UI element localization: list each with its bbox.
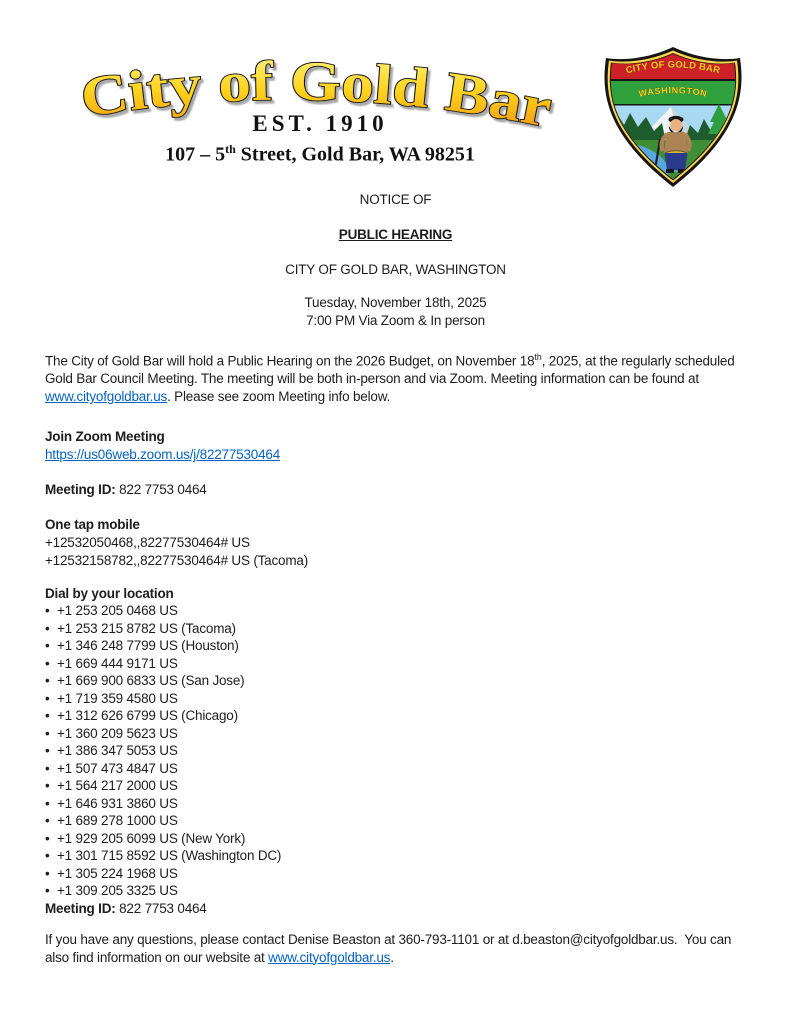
contact-paragraph <box>45 931 746 967</box>
dial-number: +1 346 248 7799 US (Houston) <box>57 638 239 653</box>
dial-number-row <box>45 847 746 865</box>
public-hearing-title: PUBLIC HEARING <box>338 227 453 242</box>
bullet-marker: • <box>45 690 50 706</box>
notice-of-line: NOTICE OF <box>359 192 432 207</box>
text-run: . <box>390 949 394 965</box>
bullet-marker: • <box>45 830 50 846</box>
dial-number: +1 689 278 1000 US <box>57 813 178 828</box>
one-tap-number: +12532050468,,82277530464# US <box>45 535 250 550</box>
established-year: EST. 1910 <box>252 111 388 136</box>
text-run: also find information on our website at <box>45 949 269 965</box>
hearing-date-line: Tuesday, November 18th, 2025 <box>304 295 487 310</box>
dial-number: +1 719 359 4580 US <box>57 690 178 706</box>
dial-number: +1 360 209 5623 US <box>57 725 178 741</box>
bullet-marker: • <box>45 673 50 688</box>
dial-number-row <box>45 620 746 638</box>
superscript: th <box>225 142 236 156</box>
one-tap-number: +12532158782,,82277530464# US (Tacoma) <box>45 553 308 568</box>
zoom-meeting-link[interactable]: https://us06web.zoom.us/j/82277530464 <box>45 447 281 462</box>
dial-number: +1 669 444 9171 US <box>57 655 178 671</box>
bullet-marker: • <box>45 813 50 828</box>
meeting-id-label: Meeting ID: <box>45 482 116 497</box>
dial-number-row <box>45 602 746 620</box>
text-run: Street, Gold Bar, WA 98251 <box>235 143 475 166</box>
meeting-id-line-2 <box>45 900 746 918</box>
bullet-marker: • <box>45 620 50 636</box>
text-run: 107 – 5 <box>165 143 226 166</box>
one-tap-list <box>45 534 746 570</box>
notice-headings <box>45 191 746 331</box>
hyperlink[interactable]: www.cityofgoldbar.us <box>45 389 168 404</box>
dial-number: +1 507 473 4847 US <box>57 760 178 776</box>
dial-number-list <box>45 602 746 900</box>
dial-number: +1 386 347 5053 US <box>57 743 178 758</box>
dial-number-row <box>45 672 746 690</box>
bullet-marker: • <box>45 848 50 863</box>
dial-number: +1 646 931 3860 US <box>57 795 178 811</box>
bullet-marker: • <box>45 883 50 898</box>
text-run: The City of Gold Bar will hold a Public Hearing on the 2026 Budget, on November 18 <box>45 353 535 368</box>
contact-line <box>45 931 746 949</box>
meeting-id-label-2: Meeting ID: <box>45 900 116 916</box>
text-run: If you have any questions, please contact Denise Beaston at 360-793-1101 or at d.beaston@cityofgoldbar.us. You can <box>45 931 732 947</box>
dial-number-row <box>45 760 746 778</box>
text-run: . Please see zoom Meeting info below. <box>167 389 391 404</box>
intro-line <box>45 348 746 371</box>
contact-line <box>45 949 746 967</box>
dial-number-row <box>45 707 746 725</box>
dial-number: +1 305 224 1968 US <box>57 865 178 881</box>
dial-number-row <box>45 777 746 795</box>
bullet-marker: • <box>45 778 50 793</box>
wordmark-text: City of Gold Bar <box>76 50 553 139</box>
bullet-marker: • <box>45 708 50 723</box>
bullet-marker: • <box>45 795 50 811</box>
dial-number: +1 309 205 3325 US <box>57 883 178 898</box>
bullet-marker: • <box>45 638 50 653</box>
zoom-meeting-info <box>45 428 746 918</box>
meeting-id-line <box>45 481 746 499</box>
city-badge-logo <box>598 46 748 188</box>
document-header <box>0 45 791 191</box>
hyperlink[interactable]: www.cityofgoldbar.us <box>268 949 391 965</box>
bullet-marker: • <box>45 655 50 671</box>
dial-number-row <box>45 725 746 743</box>
badge-state-name: WASHINGTON <box>637 85 709 99</box>
dial-number: +1 301 715 8592 US (Washington DC) <box>57 848 282 863</box>
dial-number: +1 564 217 2000 US <box>57 778 178 793</box>
dial-number: +1 253 205 0468 US <box>57 603 178 618</box>
dial-block <box>45 586 746 918</box>
join-zoom-label: Join Zoom Meeting <box>45 429 165 444</box>
meeting-id-value: 822 7753 0464 <box>119 482 207 497</box>
dial-number-row <box>45 865 746 883</box>
dial-number-row <box>45 742 746 760</box>
zoom-url-line <box>45 446 746 464</box>
intro-line <box>45 388 746 406</box>
dial-number: +1 312 626 6799 US (Chicago) <box>57 708 238 723</box>
dial-number: +1 669 900 6833 US (San Jose) <box>57 673 245 688</box>
dial-number: +1 253 215 8782 US (Tacoma) <box>57 620 236 636</box>
intro-line <box>45 370 746 388</box>
dial-label: Dial by your location <box>45 586 174 601</box>
text-run: , 2025, at the regularly scheduled <box>541 353 735 368</box>
one-tap-block <box>45 516 746 570</box>
text-run: Gold Bar Council Meeting. The meeting will be both in-person and via Zoom. Meeting information can be found at <box>45 371 699 386</box>
bullet-marker: • <box>45 760 50 776</box>
meeting-id-value-2: 822 7753 0464 <box>119 900 207 916</box>
dial-number-row <box>45 882 746 900</box>
dial-number-row <box>45 690 746 708</box>
hearing-time-line: 7:00 PM Via Zoom & In person <box>306 313 485 328</box>
city-state-line: CITY OF GOLD BAR, WASHINGTON <box>285 262 506 277</box>
one-tap-label: One tap mobile <box>45 517 140 532</box>
city-address <box>80 142 560 167</box>
badge-city-name: CITY OF GOLD BAR <box>624 59 722 77</box>
dial-number-row <box>45 812 746 830</box>
intro-paragraph <box>45 348 746 407</box>
dial-number-row <box>45 830 746 848</box>
dial-number-row <box>45 637 746 655</box>
dial-number-row <box>45 655 746 673</box>
bullet-marker: • <box>45 743 50 758</box>
superscript: th <box>534 351 542 362</box>
bullet-marker: • <box>45 725 50 741</box>
bullet-marker: • <box>45 865 50 881</box>
bullet-marker: • <box>45 603 50 618</box>
dial-number: +1 929 205 6099 US (New York) <box>57 830 246 846</box>
dial-number-row <box>45 795 746 813</box>
